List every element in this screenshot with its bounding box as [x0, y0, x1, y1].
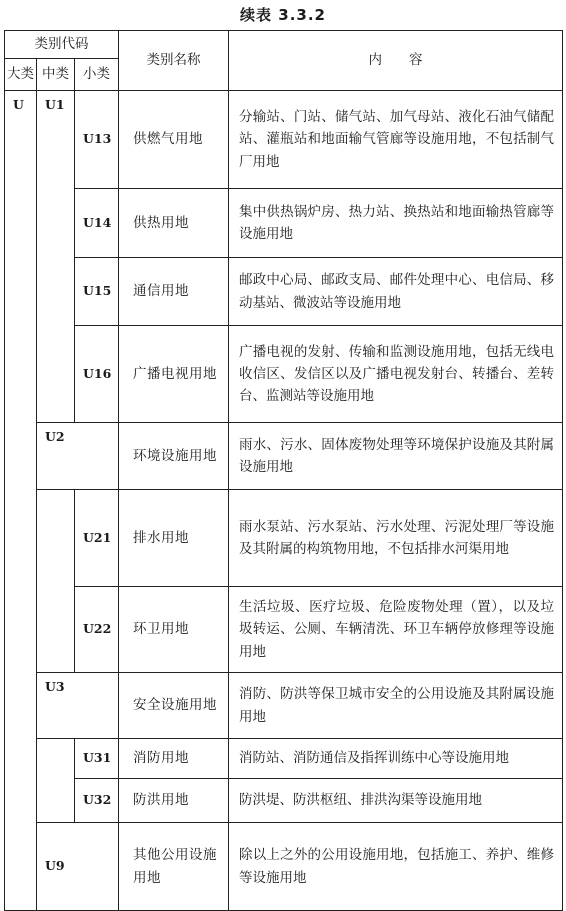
category-name-cell: 通信用地: [119, 258, 229, 326]
medium-code-cell: U2: [37, 423, 119, 490]
header-category-name: 类别名称: [119, 31, 229, 91]
minor-code-cell: U32: [75, 779, 119, 823]
minor-code-cell: U14: [75, 189, 119, 258]
category-name-cell: 广播电视用地: [119, 326, 229, 423]
blank-cell: [37, 490, 75, 673]
minor-code-cell: U13: [75, 91, 119, 189]
table-row: [5, 587, 563, 673]
table-row: [5, 423, 563, 490]
category-name-cell: 消防用地: [119, 739, 229, 779]
minor-code-cell: U16: [75, 326, 119, 423]
content-cell: 防洪堤、防洪枢纽、排洪沟渠等设施用地: [229, 779, 563, 823]
content-cell: 消防站、消防通信及指挥训练中心等设施用地: [229, 739, 563, 779]
header-major: 大类: [5, 59, 37, 91]
minor-code-cell: U15: [75, 258, 119, 326]
land-use-table: [4, 30, 563, 911]
content-cell: 生活垃圾、医疗垃圾、危险废物处理（置），以及垃圾转运、公厕、车辆清洗、环卫车辆停放修理等设施用地: [229, 587, 563, 673]
blank-cell: [37, 739, 75, 823]
header-minor: 小类: [75, 59, 119, 91]
content-cell: 邮政中心局、邮政支局、邮件处理中心、电信局、移动基站、微波站等设施用地: [229, 258, 563, 326]
medium-code-cell: U1: [37, 91, 75, 423]
medium-code-cell: U9: [37, 823, 119, 911]
category-name-cell: 防洪用地: [119, 779, 229, 823]
category-name-cell: 环境设施用地: [119, 423, 229, 490]
category-name-cell: 其他公用设施用地: [119, 823, 229, 911]
table-row: [5, 823, 563, 911]
header-content: 内 容: [229, 31, 563, 91]
category-name-cell: 排水用地: [119, 490, 229, 587]
table-row: [5, 326, 563, 423]
content-cell: 雨水、污水、固体废物处理等环境保护设施及其附属设施用地: [229, 423, 563, 490]
table-row: [5, 739, 563, 779]
content-cell: 除以上之外的公用设施用地，包括施工、养护、维修等设施用地: [229, 823, 563, 911]
table-row: [5, 490, 563, 587]
medium-code-cell: U3: [37, 673, 119, 739]
table-row: [5, 779, 563, 823]
table-row: [5, 189, 563, 258]
minor-code-cell: U22: [75, 587, 119, 673]
page-title: 续表 3.3.2: [240, 6, 326, 24]
header-category-code: 类别代码: [5, 31, 119, 59]
content-cell: 分输站、门站、储气站、加气母站、液化石油气储配站、灌瓶站和地面输气管廊等设施用地，不包括制气厂用地: [229, 91, 563, 189]
major-code-cell: U: [5, 91, 37, 911]
content-cell: 广播电视的发射、传输和监测设施用地，包括无线电收信区、发信区以及广播电视发射台、转播台、差转台、监测站等设施用地: [229, 326, 563, 423]
category-name-cell: 安全设施用地: [119, 673, 229, 739]
minor-code-cell: U31: [75, 739, 119, 779]
table-row: [5, 258, 563, 326]
content-cell: 雨水泵站、污水泵站、污水处理、污泥处理厂等设施及其附属的构筑物用地，不包括排水河渠用地: [229, 490, 563, 587]
header-medium: 中类: [37, 59, 75, 91]
category-name-cell: 供热用地: [119, 189, 229, 258]
minor-code-cell: U21: [75, 490, 119, 587]
content-cell: 消防、防洪等保卫城市安全的公用设施及其附属设施用地: [229, 673, 563, 739]
category-name-cell: 供燃气用地: [119, 91, 229, 189]
category-name-cell: 环卫用地: [119, 587, 229, 673]
table-row: [5, 673, 563, 739]
table-row: [5, 91, 563, 189]
content-cell: 集中供热锅炉房、热力站、换热站和地面输热管廊等设施用地: [229, 189, 563, 258]
